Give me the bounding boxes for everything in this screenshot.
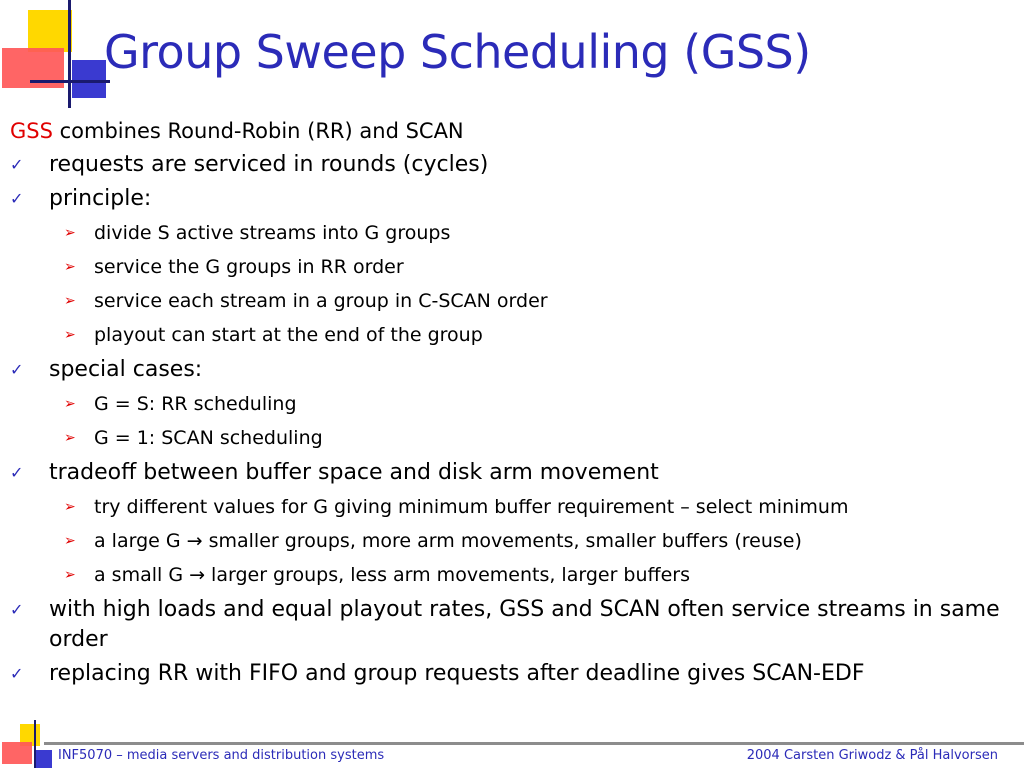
deco-blue-square: [72, 60, 106, 98]
checkmark-icon: ✓: [10, 463, 24, 482]
arrowhead-icon: ➢: [64, 567, 76, 583]
sub-bullet-text: G = S: RR scheduling: [94, 393, 297, 415]
arrowhead-icon: ➢: [64, 533, 76, 549]
sub-bullet-item: [10, 322, 1020, 348]
slide-title: Group Sweep Scheduling (GSS): [104, 25, 811, 79]
sub-bullet-text: a large G → smaller groups, more arm movements, smaller buffers (reuse): [94, 530, 802, 552]
bullet-item: [10, 659, 1020, 689]
arrowhead-icon: ➢: [64, 293, 76, 309]
sub-bullet-item: [10, 254, 1020, 280]
deco-vline-small: [34, 720, 36, 768]
bullet-text: tradeoff between buffer space and disk arm movement: [49, 460, 659, 485]
arrowhead-icon: ➢: [64, 396, 76, 412]
footer-divider: [44, 742, 1024, 745]
checkmark-icon: ✓: [10, 360, 24, 379]
title-decoration: [0, 0, 110, 112]
arrowhead-icon: ➢: [64, 259, 76, 275]
footer-authors: 2004 Carsten Griwodz & Pål Halvorsen: [746, 748, 998, 763]
slide-content: [10, 116, 1020, 689]
arrowhead-icon: ➢: [64, 327, 76, 343]
checkmark-icon: ✓: [10, 155, 24, 174]
bullet-text: replacing RR with FIFO and group requests after deadline gives SCAN-EDF: [49, 661, 865, 686]
bullet-text: special cases:: [49, 357, 203, 382]
sub-bullet-item: [10, 494, 1020, 520]
bullet-text: with high loads and equal playout rates, GSS and SCAN often service streams in same order: [49, 597, 1000, 652]
bullet-item: [10, 184, 1020, 214]
sub-bullet-item: [10, 288, 1020, 314]
bullet-text: principle:: [49, 186, 152, 211]
sub-bullet-text: service the G groups in RR order: [94, 256, 404, 278]
sub-bullet-text: playout can start at the end of the group: [94, 324, 483, 346]
sub-bullet-text: try different values for G giving minimum buffer requirement – select minimum: [94, 496, 849, 518]
footer-course: INF5070 – media servers and distribution systems: [58, 748, 385, 763]
deco-vline: [68, 0, 71, 108]
bullet-item: [10, 458, 1020, 488]
deco-blue-square-small: [36, 750, 52, 768]
lead-text: combines Round-Robin (RR) and SCAN: [52, 119, 464, 143]
sub-bullet-item: [10, 425, 1020, 451]
sub-bullet-item: [10, 391, 1020, 417]
bullet-item: [10, 595, 1020, 655]
deco-hline: [30, 80, 110, 83]
sub-bullet-text: service each stream in a group in C-SCAN order: [94, 290, 548, 312]
sub-bullet-text: a small G → larger groups, less arm movements, larger buffers: [94, 564, 691, 586]
lead-line: [10, 116, 1020, 146]
checkmark-icon: ✓: [10, 664, 24, 683]
sub-bullet-text: divide S active streams into G groups: [94, 222, 451, 244]
arrowhead-icon: ➢: [64, 430, 76, 446]
arrowhead-icon: ➢: [64, 499, 76, 515]
arrowhead-icon: ➢: [64, 225, 76, 241]
deco-red-square-small: [2, 742, 32, 764]
deco-yellow-square: [28, 10, 72, 52]
lead-highlight: GSS: [10, 119, 53, 143]
bullet-text: requests are serviced in rounds (cycles): [49, 152, 489, 177]
sub-bullet-item: [10, 562, 1020, 588]
sub-bullet-item: [10, 528, 1020, 554]
sub-bullet-text: G = 1: SCAN scheduling: [94, 427, 323, 449]
checkmark-icon: ✓: [10, 189, 24, 208]
bullet-item: [10, 150, 1020, 180]
sub-bullet-item: [10, 220, 1020, 246]
checkmark-icon: ✓: [10, 600, 24, 619]
bullet-item: [10, 355, 1020, 385]
